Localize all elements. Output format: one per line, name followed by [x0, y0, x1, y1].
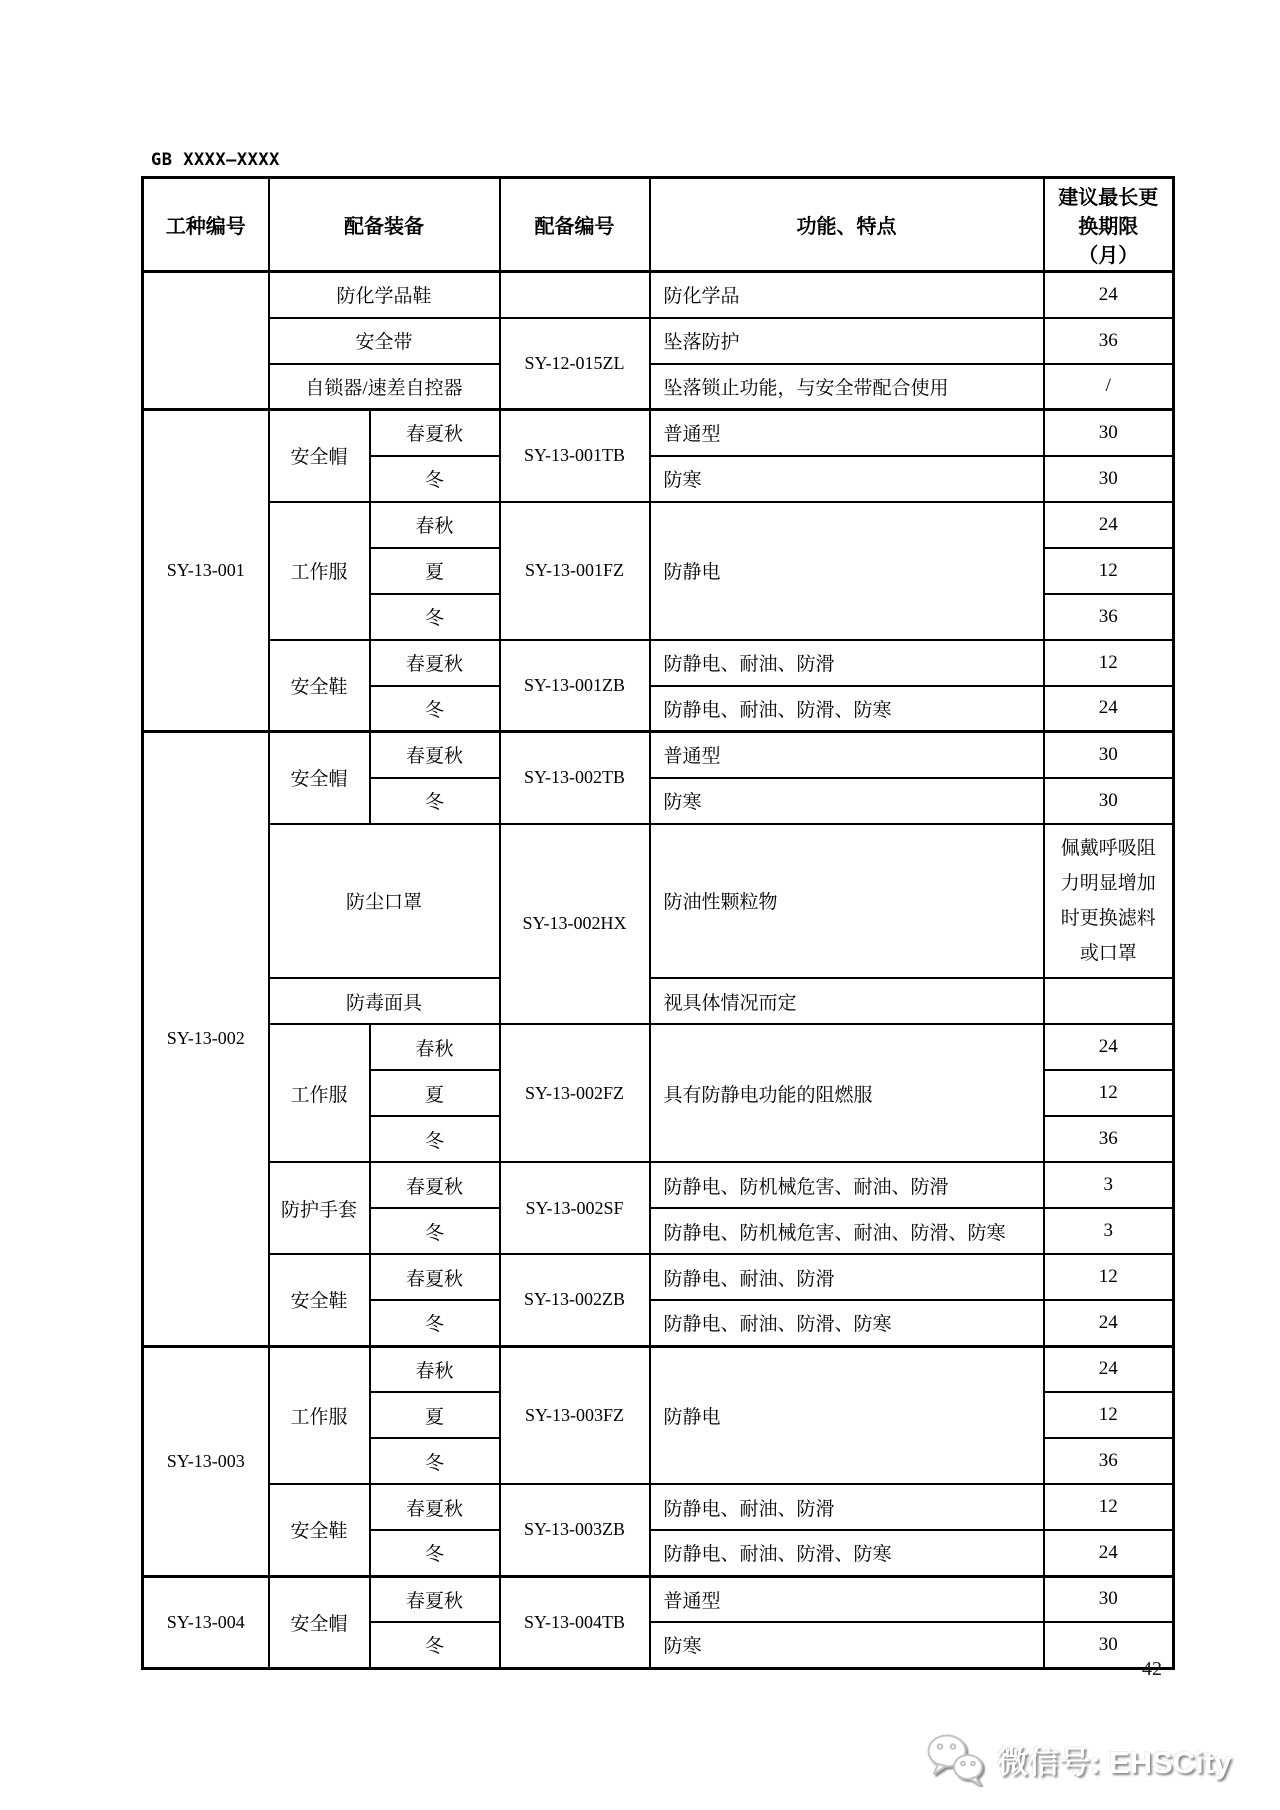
season-cell: 春夏秋 — [370, 410, 500, 456]
period-cell: 12 — [1044, 548, 1174, 594]
season-cell: 冬 — [370, 1622, 500, 1668]
period-cell: 12 — [1044, 1392, 1174, 1438]
season-cell: 冬 — [370, 1208, 500, 1254]
equipment-cell: 防尘口罩 — [269, 824, 500, 979]
period-cell: 36 — [1044, 594, 1174, 640]
season-cell: 冬 — [370, 594, 500, 640]
wechat-footer — [925, 1731, 1231, 1787]
season-cell: 春夏秋 — [370, 1484, 500, 1530]
period-note-cell: 佩戴呼吸阻力明显增加时更换滤料或口罩 — [1044, 824, 1174, 979]
equipment-cell: 安全鞋 — [269, 640, 370, 732]
period-cell: 24 — [1044, 502, 1174, 548]
season-cell: 春夏秋 — [370, 1162, 500, 1208]
table-row — [143, 1162, 1174, 1208]
period-cell: 30 — [1044, 732, 1174, 778]
period-cell: 36 — [1044, 1438, 1174, 1484]
table-header-row — [143, 178, 1174, 272]
table-row — [143, 1346, 1174, 1392]
season-cell: 夏 — [370, 548, 500, 594]
equipment-code-cell: SY-13-001FZ — [500, 502, 650, 640]
equipment-code-cell: SY-13-001ZB — [500, 640, 650, 732]
period-cell: 12 — [1044, 640, 1174, 686]
equipment-cell: 安全帽 — [269, 732, 370, 824]
season-cell: 冬 — [370, 778, 500, 824]
function-cell: 防静电、耐油、防滑 — [650, 640, 1044, 686]
doc-code: GB XXXX—XXXX — [151, 150, 280, 170]
header-cell: 建议最长更换期限（月） — [1044, 178, 1174, 272]
table-row — [143, 978, 1174, 1024]
season-cell: 春秋 — [370, 502, 500, 548]
header-cell: 功能、特点 — [650, 178, 1044, 272]
wechat-label: 微信号: EHSCity — [997, 1744, 1232, 1780]
table-row — [143, 824, 1174, 979]
period-cell: 12 — [1044, 1484, 1174, 1530]
function-cell: 防静电、耐油、防滑、防寒 — [650, 1530, 1044, 1576]
function-cell: 防静电、耐油、防滑、防寒 — [650, 686, 1044, 732]
equipment-code-cell: SY-13-002FZ — [500, 1024, 650, 1162]
season-cell: 冬 — [370, 1530, 500, 1576]
season-cell: 冬 — [370, 1438, 500, 1484]
function-cell: 视具体情况而定 — [650, 978, 1044, 1024]
function-cell: 防寒 — [650, 456, 1044, 502]
ppe-table — [141, 176, 1175, 1670]
table-row — [143, 272, 1174, 318]
table-row — [143, 1484, 1174, 1530]
equipment-cell: 自锁器/速差自控器 — [269, 364, 500, 410]
equipment-cell: 安全带 — [269, 318, 500, 364]
function-cell: 普通型 — [650, 1576, 1044, 1622]
equipment-code-cell: SY-13-003FZ — [500, 1346, 650, 1484]
function-cell: 防静电、防机械危害、耐油、防滑 — [650, 1162, 1044, 1208]
period-cell: 3 — [1044, 1208, 1174, 1254]
function-cell: 普通型 — [650, 410, 1044, 456]
job-code-cell: SY-13-003 — [143, 1346, 269, 1576]
wechat-bubbles-icon — [925, 1731, 987, 1787]
period-cell: 30 — [1044, 778, 1174, 824]
period-cell — [1044, 978, 1174, 1024]
equipment-code-cell: SY-13-001TB — [500, 410, 650, 502]
period-cell: 24 — [1044, 1300, 1174, 1346]
function-cell: 坠落锁止功能，与安全带配合使用 — [650, 364, 1044, 410]
equipment-cell: 工作服 — [269, 502, 370, 640]
job-code-cell: SY-13-001 — [143, 410, 269, 732]
function-cell: 防寒 — [650, 1622, 1044, 1668]
equipment-code-cell — [500, 272, 650, 318]
equipment-code-cell: SY-13-002TB — [500, 732, 650, 824]
period-cell: 24 — [1044, 1530, 1174, 1576]
equipment-cell: 防护手套 — [269, 1162, 370, 1254]
table-row — [143, 1024, 1174, 1070]
period-cell: 30 — [1044, 1576, 1174, 1622]
season-cell: 春秋 — [370, 1024, 500, 1070]
table-row — [143, 1254, 1174, 1300]
equipment-cell: 安全帽 — [269, 1576, 370, 1668]
header-cell: 工种编号 — [143, 178, 269, 272]
page-number: 42 — [1142, 1658, 1162, 1680]
period-cell: / — [1044, 364, 1174, 410]
period-cell: 24 — [1044, 272, 1174, 318]
job-code-cell — [143, 272, 269, 410]
equipment-cell: 工作服 — [269, 1024, 370, 1162]
period-cell: 30 — [1044, 1622, 1174, 1668]
table-row — [143, 502, 1174, 548]
season-cell: 冬 — [370, 686, 500, 732]
table-row — [143, 732, 1174, 778]
function-cell: 防寒 — [650, 778, 1044, 824]
function-cell: 防静电、耐油、防滑、防寒 — [650, 1300, 1044, 1346]
table-header — [143, 178, 1174, 272]
period-cell: 30 — [1044, 410, 1174, 456]
equipment-code-cell: SY-13-003ZB — [500, 1484, 650, 1576]
period-cell: 3 — [1044, 1162, 1174, 1208]
equipment-cell: 防化学品鞋 — [269, 272, 500, 318]
table-body — [143, 272, 1174, 1669]
function-cell: 防油性颗粒物 — [650, 824, 1044, 979]
job-code-cell: SY-13-004 — [143, 1576, 269, 1668]
equipment-code-cell: SY-13-004TB — [500, 1576, 650, 1668]
function-cell: 普通型 — [650, 732, 1044, 778]
season-cell: 春秋 — [370, 1346, 500, 1392]
equipment-cell: 安全鞋 — [269, 1254, 370, 1346]
period-cell: 24 — [1044, 1346, 1174, 1392]
equipment-cell: 防毒面具 — [269, 978, 500, 1024]
period-cell: 36 — [1044, 318, 1174, 364]
table-row — [143, 1576, 1174, 1622]
header-cell: 配备装备 — [269, 178, 500, 272]
function-cell: 防静电、防机械危害、耐油、防滑、防寒 — [650, 1208, 1044, 1254]
equipment-cell: 工作服 — [269, 1346, 370, 1484]
equipment-cell: 安全帽 — [269, 410, 370, 502]
period-cell: 12 — [1044, 1254, 1174, 1300]
season-cell: 春夏秋 — [370, 1576, 500, 1622]
function-cell: 防静电 — [650, 502, 1044, 640]
period-cell: 12 — [1044, 1070, 1174, 1116]
season-cell: 春夏秋 — [370, 1254, 500, 1300]
period-cell: 24 — [1044, 1024, 1174, 1070]
function-cell: 防静电、耐油、防滑 — [650, 1254, 1044, 1300]
equipment-code-cell: SY-12-015ZL — [500, 318, 650, 410]
table-row — [143, 318, 1174, 364]
equipment-code-cell: SY-13-002SF — [500, 1162, 650, 1254]
function-cell: 具有防静电功能的阻燃服 — [650, 1024, 1044, 1162]
period-cell: 30 — [1044, 456, 1174, 502]
season-cell: 冬 — [370, 1300, 500, 1346]
equipment-code-cell: SY-13-002HX — [500, 824, 650, 1025]
table-row — [143, 410, 1174, 456]
function-cell: 防静电 — [650, 1346, 1044, 1484]
function-cell: 防静电、耐油、防滑 — [650, 1484, 1044, 1530]
header-cell: 配备编号 — [500, 178, 650, 272]
job-code-cell: SY-13-002 — [143, 732, 269, 1347]
season-cell: 夏 — [370, 1392, 500, 1438]
function-cell: 防化学品 — [650, 272, 1044, 318]
period-cell: 36 — [1044, 1116, 1174, 1162]
season-cell: 春夏秋 — [370, 640, 500, 686]
season-cell: 冬 — [370, 1116, 500, 1162]
season-cell: 夏 — [370, 1070, 500, 1116]
table-row — [143, 364, 1174, 410]
function-cell: 坠落防护 — [650, 318, 1044, 364]
equipment-cell: 安全鞋 — [269, 1484, 370, 1576]
equipment-code-cell: SY-13-002ZB — [500, 1254, 650, 1346]
period-cell: 24 — [1044, 686, 1174, 732]
table-row — [143, 640, 1174, 686]
season-cell: 冬 — [370, 456, 500, 502]
season-cell: 春夏秋 — [370, 732, 500, 778]
